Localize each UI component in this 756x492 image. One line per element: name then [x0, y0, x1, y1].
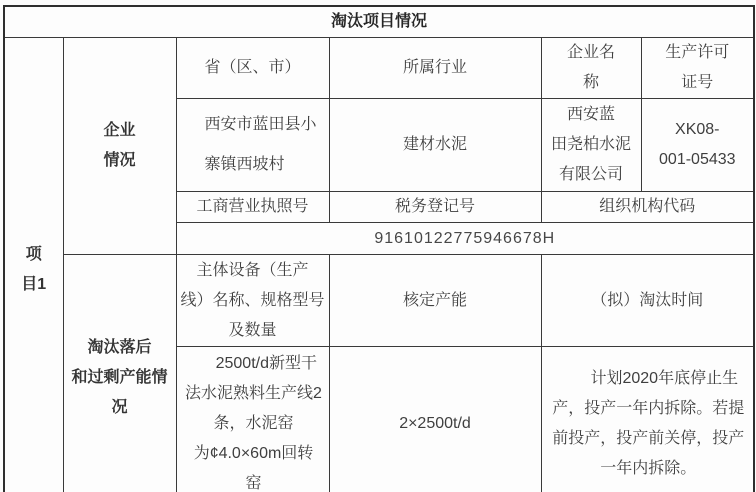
header-enterprise-name: 企业名 称 [541, 38, 641, 99]
value-enterprise-name: 西安蓝 田尧柏水泥 有限公司 [541, 99, 641, 192]
title-row [4, 6, 754, 38]
value-production-license: XK08- 001-05433 [641, 99, 754, 192]
header-main-equipment: 主体设备（生产 线）名称、规格型号 及数量 [176, 255, 329, 347]
elimination-section-label: 淘汰落后 和过剩产能情 况 [63, 255, 176, 492]
header-approved-capacity: 核定产能 [329, 255, 541, 347]
header-business-license: 工商营业执照号 [176, 192, 329, 223]
value-elimination-time: 计划2020年底停止生 产，投产一年内拆除。若提 前投产，投产前关停，投产 一年内拆除。 [541, 347, 754, 492]
project-label-cell: 项 目1 [4, 38, 63, 492]
elimination-project-table [3, 5, 755, 492]
value-main-equipment: 2500t/d新型干 法水泥熟料生产线2 条，水泥窑 为¢4.0×60m回转 窑 [176, 347, 329, 492]
header-elimination-time: （拟）淘汰时间 [541, 255, 754, 347]
header-province: 省（区、市） [176, 38, 329, 99]
value-industry: 建材水泥 [329, 99, 541, 192]
header-industry: 所属行业 [329, 38, 541, 99]
enterprise-header-row [4, 38, 754, 99]
value-province: 西安市蓝田县小 寨镇西坡村 [176, 99, 329, 192]
table-title: 淘汰项目情况 [4, 6, 754, 38]
elimination-header-row [4, 255, 754, 347]
header-tax-registration: 税务登记号 [329, 192, 541, 223]
header-production-license: 生产许可 证号 [641, 38, 754, 99]
value-approved-capacity: 2×2500t/d [329, 347, 541, 492]
enterprise-section-label: 企业 情况 [63, 38, 176, 255]
header-organization-code: 组织机构代码 [541, 192, 754, 223]
value-unified-code: 91610122775946678H [176, 223, 754, 255]
